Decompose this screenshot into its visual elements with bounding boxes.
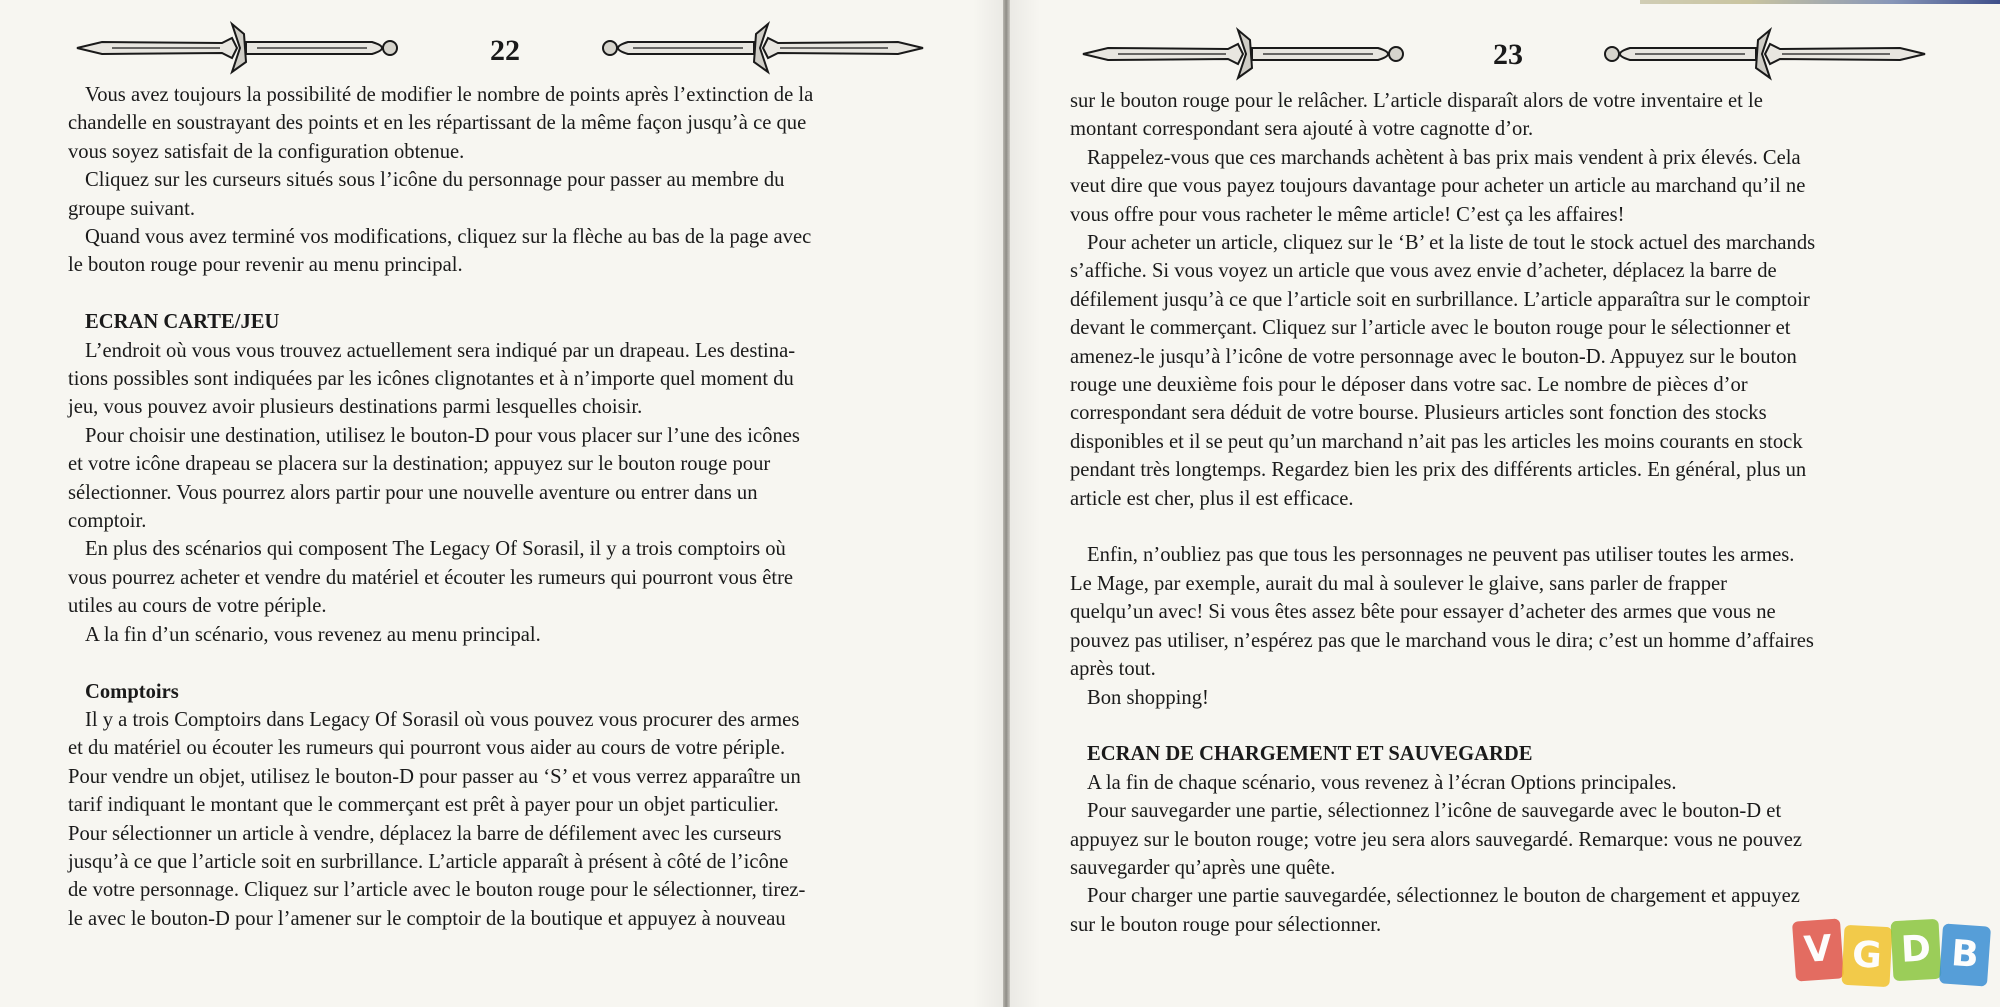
page-number: 22 xyxy=(490,34,520,67)
text-line: pouvez pas utiliser, n’espérez pas que le marchand vous le dira; c’est un homme d’affaires xyxy=(1070,629,1814,652)
sword-ornament-icon xyxy=(72,16,402,80)
page-header xyxy=(1010,22,2000,82)
text-line: utiles au cours de votre périple. xyxy=(68,595,327,618)
text-line: amenez-le jusqu’à l’icône de votre personnage avec le bouton-D. Appuyez sur le bouton xyxy=(1070,345,1797,368)
text-line: sauvegarder qu’après une quête. xyxy=(1070,856,1336,879)
vgdb-watermark-logo xyxy=(1794,920,1990,982)
sword-ornament-icon xyxy=(598,16,928,80)
text-line: défilement jusqu’à ce que l’article soit en surbrillance. L’article apparaîtra sur le comptoir xyxy=(1070,288,1810,311)
text-line: vous pourrez acheter et vendre du matériel et écouter les rumeurs qui pourront vous être xyxy=(68,566,794,589)
text-line: chandelle en soustrayant des points et en les répartissant de la même façon jusqu’à ce que xyxy=(68,112,807,135)
text-line: et votre icône drapeau se placera sur la destination; appuyez sur le bouton rouge pour xyxy=(68,453,771,476)
section-heading: ECRAN DE CHARGEMENT ET SAUVEGARDE xyxy=(1087,743,1533,766)
text-line: rouge une deuxième fois pour le déposer dans votre sac. Le nombre de pièces d’or xyxy=(1070,374,1748,397)
text-line: A la fin d’un scénario, vous revenez au menu principal. xyxy=(85,623,541,646)
text-line: pendant très longtemps. Regardez bien les prix des différents articles. En général, plus un xyxy=(1070,459,1807,482)
text-line: veut dire que vous payez toujours davantage pour acheter un article au marchand qu’il ne xyxy=(1070,175,1806,198)
cover-edge xyxy=(1640,0,2000,4)
text-line: Pour sélectionner un article à vendre, déplacez la barre de défilement avec les curseurs xyxy=(68,822,782,845)
text-line: Pour vendre un objet, utilisez le bouton-D pour passer au ‘S’ et vous verrez apparaître un xyxy=(68,765,801,788)
paragraph-spacer xyxy=(68,280,958,308)
text-line: sur le bouton rouge pour sélectionner. xyxy=(1070,913,1382,936)
text-line: quelqu’un avec! Si vous êtes assez bête pour essayer d’acheter des armes que vous ne xyxy=(1070,601,1776,624)
paragraph-spacer xyxy=(1070,712,1950,740)
text-line: vous soyez satisfait de la configuration obtenue. xyxy=(68,140,465,163)
text-line: le avec le bouton-D pour l’amener sur le comptoir de la boutique et appuyez à nouveau xyxy=(68,907,786,930)
text-line: article est cher, plus il est efficace. xyxy=(1070,487,1354,510)
text-line: Il y a trois Comptoirs dans Legacy Of Sorasil où vous pouvez vous procurer des armes xyxy=(85,708,800,731)
text-line: s’affiche. Si vous voyez un article que vous avez envie d’acheter, déplacez la barre de xyxy=(1070,260,1777,283)
text-line: après tout. xyxy=(1070,658,1156,681)
text-line: comptoir. xyxy=(68,510,147,533)
text-line: A la fin de chaque scénario, vous revenez à l’écran Options principales. xyxy=(1087,771,1677,794)
text-line: Pour acheter un article, cliquez sur le ‘B’ et la liste de tout le stock actuel des marchands xyxy=(1087,232,1816,255)
text-line: sélectionner. Vous pourrez alors partir pour une nouvelle aventure ou entrer dans un xyxy=(68,481,758,504)
text-line: groupe suivant. xyxy=(68,197,195,220)
text-line: devant le commerçant. Cliquez sur l’article avec le bouton rouge pour le sélectionner et xyxy=(1070,317,1791,340)
text-line: sur le bouton rouge pour le relâcher. L’article disparaît alors de votre inventaire et le xyxy=(1070,90,1763,112)
text-line: Le Mage, par exemple, aurait du mal à soulever le glaive, sans parler de frapper xyxy=(1070,572,1727,595)
left-page-body xyxy=(68,81,958,933)
watermark-letter: D xyxy=(1890,919,1941,981)
text-line: Cliquez sur les curseurs situés sous l’icône du personnage pour passer au membre du xyxy=(85,169,785,192)
text-line: vous offre pour vous racheter le même article! C’est ça les affaires! xyxy=(1070,203,1625,226)
text-line: Vous avez toujours la possibilité de modifier le nombre de points après l’extinction de la xyxy=(85,84,814,106)
text-line: Enfin, n’oubliez pas que tous les personnages ne peuvent pas utiliser toutes les armes. xyxy=(1087,544,1795,567)
right-page-body xyxy=(1070,87,1950,939)
paragraph-spacer xyxy=(68,649,958,677)
text-line: L’endroit où vous vous trouvez actuellement sera indiqué par un drapeau. Les destina- xyxy=(85,339,796,362)
text-line: jusqu’à ce que l’article soit en surbrillance. L’article apparaît à présent à côté de l’icône xyxy=(68,850,789,873)
watermark-letter: G xyxy=(1841,925,1892,987)
page-header xyxy=(0,22,1003,82)
text-line: En plus des scénarios qui composent The Legacy Of Sorasil, il y a trois comptoirs où xyxy=(85,538,786,561)
text-line: montant correspondant sera ajouté à votre cagnotte d’or. xyxy=(1070,118,1534,141)
watermark-letter: V xyxy=(1792,918,1844,981)
text-line: correspondant sera déduit de votre bourse. Plusieurs articles sont fonction des stocks xyxy=(1070,402,1767,425)
right-page xyxy=(1010,0,2000,1007)
text-line: le bouton rouge pour revenir au menu principal. xyxy=(68,254,463,277)
paragraph-spacer xyxy=(1070,513,1950,541)
text-line: appuyez sur le bouton rouge; votre jeu sera alors sauvegardé. Remarque: vous ne pouvez xyxy=(1070,828,1802,851)
text-line: tions possibles sont indiquées par les icônes clignotantes et à n’importe quel moment du xyxy=(68,368,794,391)
page-number: 23 xyxy=(1493,38,1523,71)
section-heading: ECRAN CARTE/JEU xyxy=(85,311,280,334)
text-line: Bon shopping! xyxy=(1087,686,1209,709)
text-line: et du matériel ou écouter les rumeurs qui pourront vous aider au cours de votre périple. xyxy=(68,737,786,760)
text-line: Pour sauvegarder une partie, sélectionnez l’icône de sauvegarde avec le bouton-D et xyxy=(1087,800,1782,823)
text-line: disponibles et il se peut qu’un marchand n’ait pas les articles les moins courants en stock xyxy=(1070,430,1803,453)
text-line: Pour choisir une destination, utilisez le bouton-D pour vous placer sur l’une des icônes xyxy=(85,424,800,447)
sword-ornament-icon xyxy=(1078,22,1408,86)
watermark-letter: B xyxy=(1939,923,1991,986)
sword-ornament-icon xyxy=(1600,22,1930,86)
book-gutter xyxy=(1003,0,1010,1007)
text-line: Pour charger une partie sauvegardée, sélectionnez le bouton de chargement et appuyez xyxy=(1087,885,1800,908)
text-line: tarif indiquant le montant que le commerçant est prêt à payer pour un objet particulier. xyxy=(68,794,779,817)
text-line: Rappelez-vous que ces marchands achètent à bas prix mais vendent à prix élevés. Cela xyxy=(1087,146,1801,169)
text-line: jeu, vous pouvez avoir plusieurs destinations parmi lesquelles choisir. xyxy=(68,396,643,419)
section-heading: Comptoirs xyxy=(85,680,179,703)
text-line: Quand vous avez terminé vos modifications, cliquez sur la flèche au bas de la page avec xyxy=(85,226,812,249)
text-line: de votre personnage. Cliquez sur l’article avec le bouton rouge pour le sélectionner, tirez- xyxy=(68,879,806,902)
